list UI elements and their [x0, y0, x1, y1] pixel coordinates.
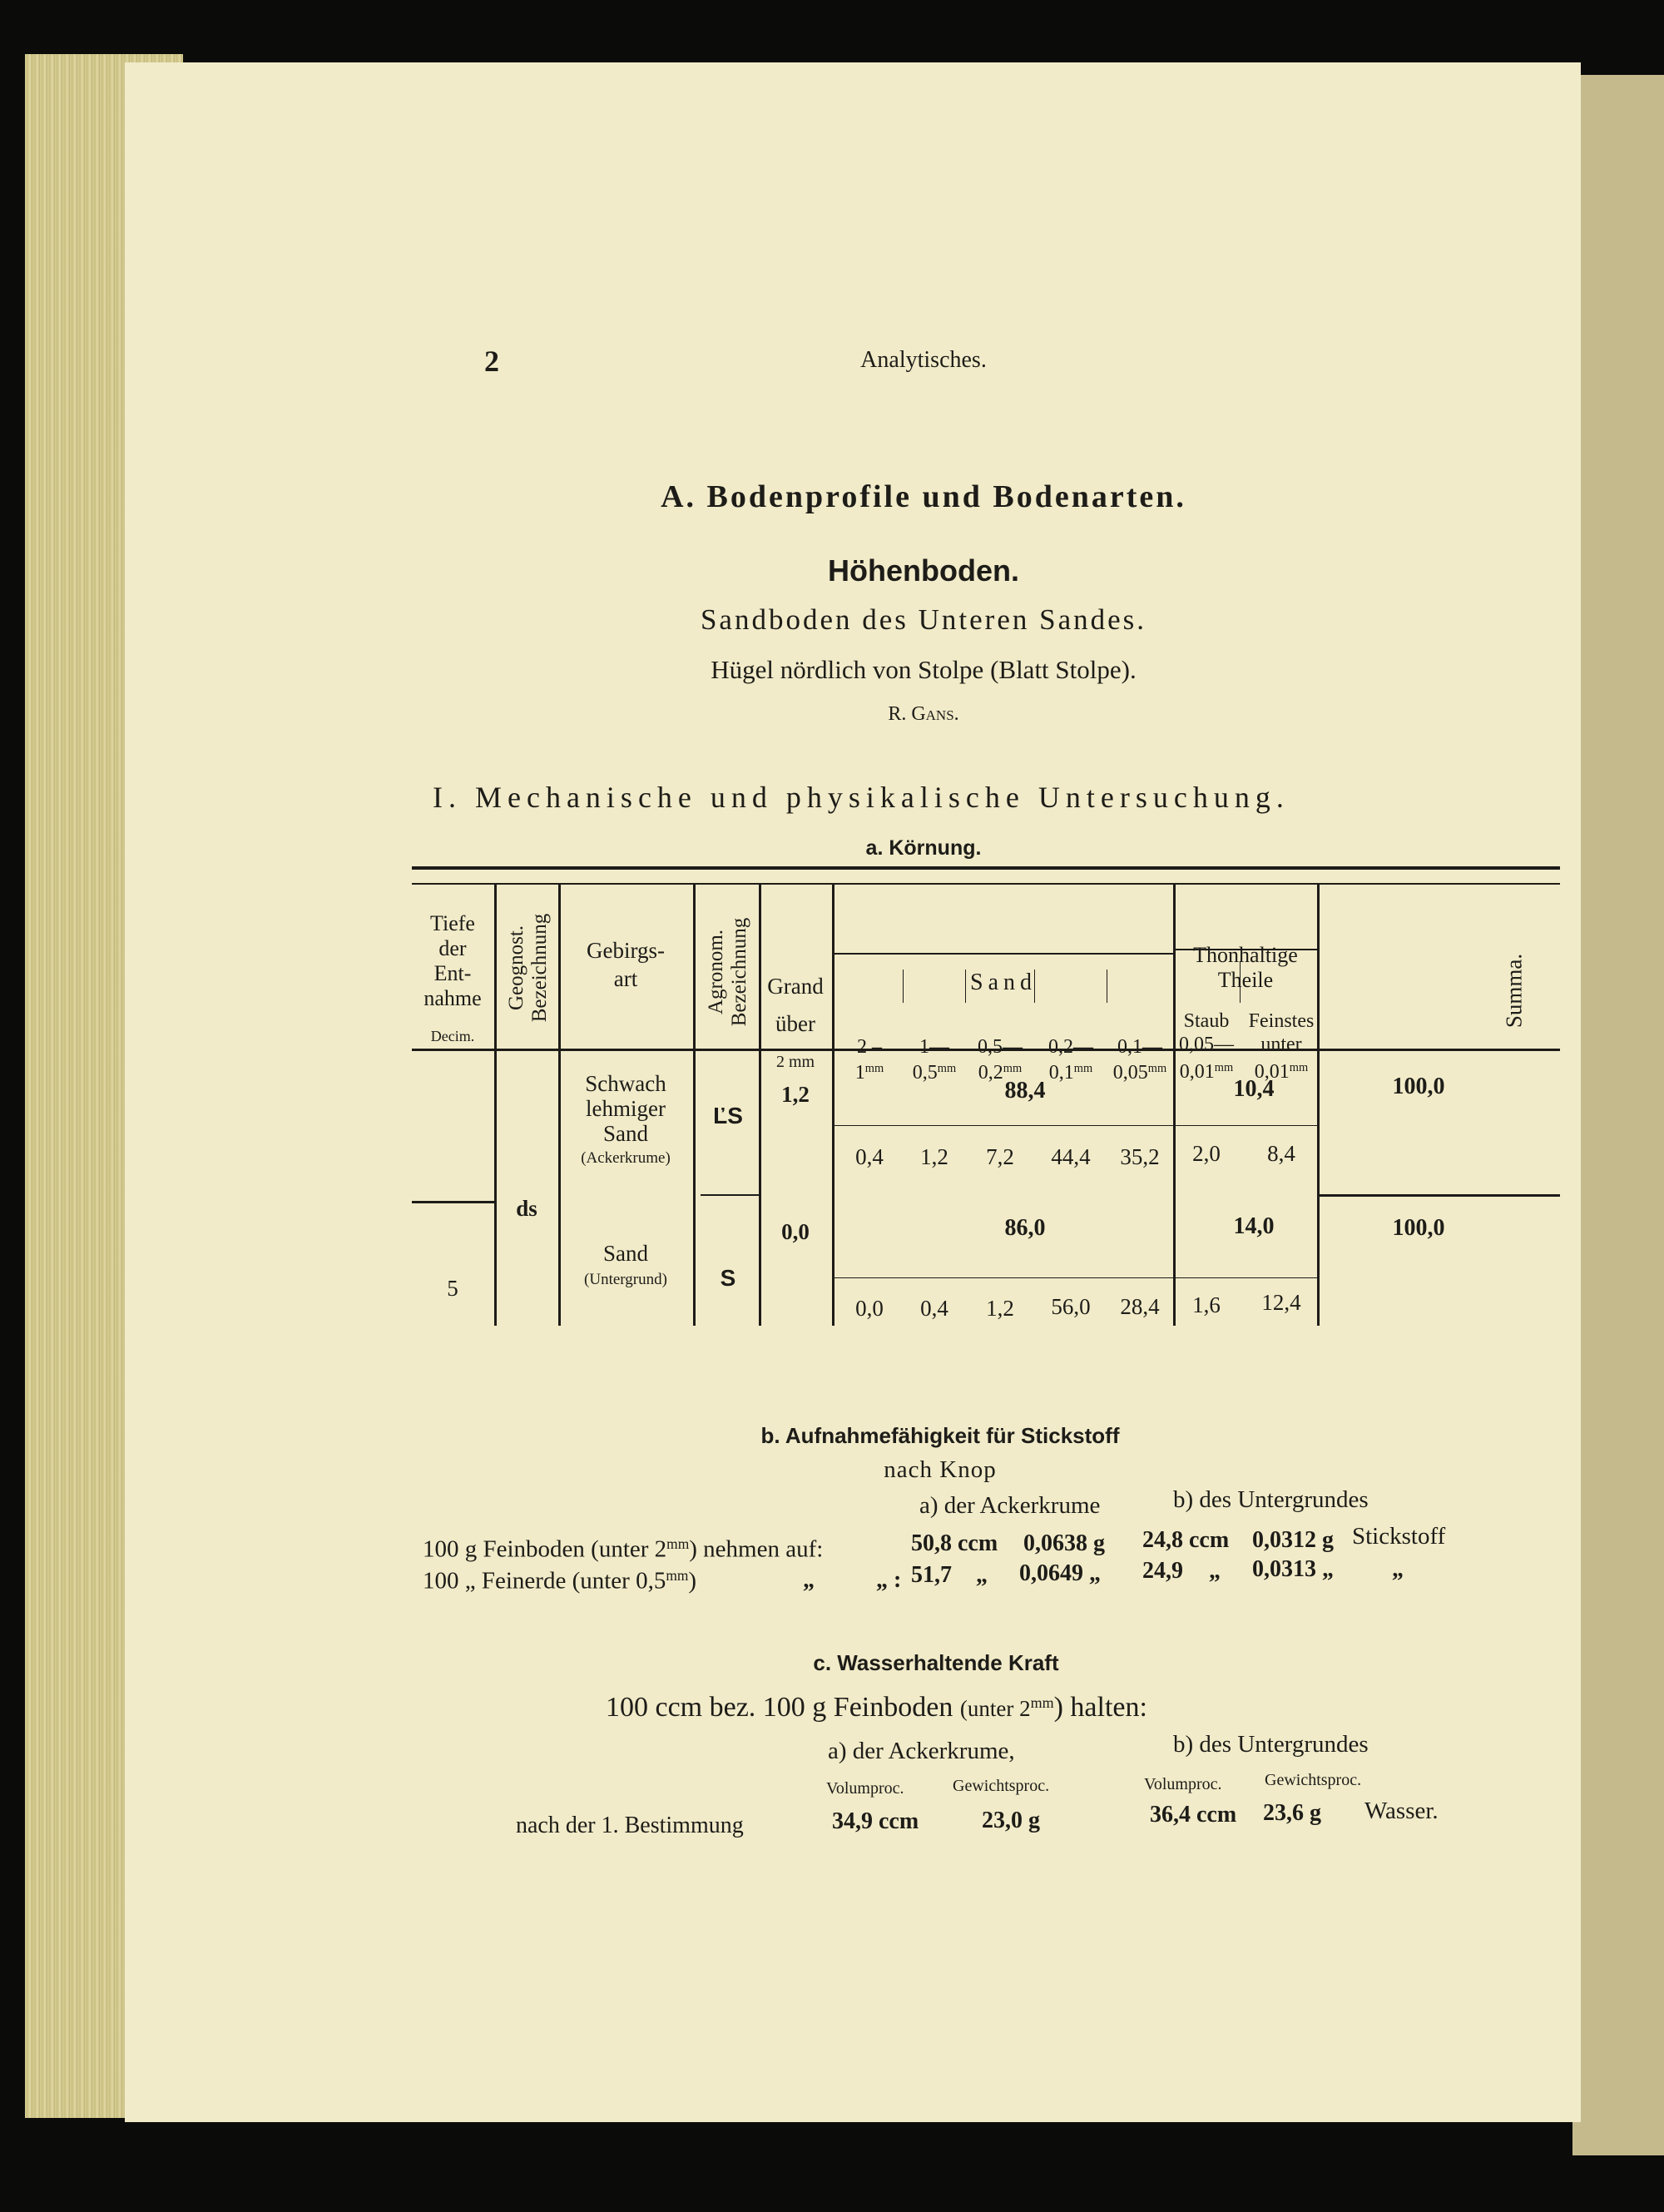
section-c-title: c. Wasserhaltende Kraft	[813, 1650, 1059, 1675]
section-c-a-gew: 23,0 g	[982, 1808, 1040, 1833]
header-grand-3: 2 mm	[775, 1053, 815, 1071]
section-b-col-b: b) des Untergrundes	[1173, 1486, 1369, 1513]
section-b-row1-label: 100 g Feinboden (unter $2^{mm}$) nehmen auf:	[423, 1535, 824, 1563]
section-b-row1-a-ccm: 50,8 ccm	[911, 1530, 998, 1556]
part-title: I. Mechanische und physikalische Untersuchung.	[433, 781, 1290, 814]
row2-grand: 0,0	[781, 1219, 810, 1244]
geognost-value: ds	[516, 1196, 537, 1221]
section-b-row2-a-g: 0,0649 „	[1019, 1560, 1101, 1586]
section-title: A. Bodenprofile und Bodenarten.	[661, 479, 1186, 514]
row2-sand-1: 0,0	[855, 1296, 884, 1321]
facing-page-edge	[1572, 75, 1664, 2155]
row1-subtotal-rule	[834, 1125, 1317, 1126]
header-grand-2: über	[775, 1011, 815, 1036]
row2-sand-5: 28,4	[1120, 1294, 1160, 1319]
section-c-b-vol: 36,4 ccm	[1150, 1802, 1237, 1828]
header-sand: Sand	[970, 970, 1037, 995]
row2-sand-4: 56,0	[1051, 1294, 1091, 1319]
section-b-row2-a-ccm: 51,7	[911, 1562, 952, 1588]
row1-sand-4: 44,4	[1051, 1144, 1091, 1169]
running-title: Analytisches.	[860, 347, 987, 373]
row2-subtotal-rule	[834, 1277, 1317, 1278]
header-grand-1: Grand	[767, 974, 824, 999]
table-top-rule	[412, 866, 1560, 870]
row-divider-tiefe	[412, 1201, 495, 1203]
section-b-row2-b-ccm: 24,9	[1142, 1558, 1183, 1584]
section-b-col-a: a) der Ackerkrume	[919, 1492, 1101, 1519]
row1-sand-1: 0,4	[855, 1144, 884, 1169]
sand-subheader-rule	[834, 953, 1173, 955]
row1-summa: 100,0	[1392, 1074, 1445, 1099]
row2-summa: 100,0	[1392, 1215, 1445, 1241]
row1-sand-5: 35,2	[1120, 1144, 1160, 1169]
section-b-row2-b-g: 0,0313 „	[1252, 1556, 1334, 1582]
header-agronom: Agronom. Bezeichnung	[705, 917, 750, 1027]
row2-tiefe: 5	[447, 1276, 458, 1301]
row1-sand-total: 88,4	[1004, 1078, 1046, 1104]
header-feinstes: Feinstes unter $0,01^{mm}$	[1248, 1010, 1315, 1083]
subsection-title: Höhenboden.	[828, 553, 1019, 588]
section-b-row2-ditto2: „ :	[876, 1567, 902, 1593]
row1-grand: 1,2	[781, 1082, 810, 1107]
col-line-4	[759, 885, 761, 1326]
section-c-row-label: nach der 1. Bestimmung	[516, 1813, 744, 1838]
book-page	[125, 62, 1581, 2122]
col-line-1	[494, 885, 497, 1326]
section-c-unit: Wasser.	[1364, 1798, 1439, 1824]
header-tiefe: Tiefe der Ent- nahme	[423, 911, 482, 1010]
header-gebirgsart: Gebirgs- art	[587, 938, 665, 991]
row2-agronom: S	[720, 1265, 736, 1291]
header-staub: Staub 0,05— $0,01^{mm}$	[1179, 1010, 1234, 1083]
row1-agronom: ĽS	[713, 1103, 743, 1128]
section-c-b-gew-header: Gewichtsproc.	[1265, 1771, 1362, 1789]
row1-staub: 2,0	[1192, 1141, 1221, 1166]
header-sand-col-1: 2 – $1^{mm}$	[854, 1036, 884, 1084]
header-sand-col-3: 0,5— $0,2^{mm}$	[978, 1036, 1023, 1084]
row2-thon-total: 14,0	[1233, 1213, 1275, 1239]
section-b-row2-ditto4: „	[1209, 1558, 1221, 1584]
page-number: 2	[484, 345, 499, 378]
section-b-title: b. Aufnahmefähigkeit für Stickstoff	[760, 1423, 1120, 1448]
section-c-a-gew-header: Gewichtsproc.	[953, 1777, 1050, 1795]
row1-feinstes: 8,4	[1267, 1141, 1295, 1166]
section-c-line: 100 ccm bez. 100 g Feinboden (unter $2^{mm}$) halten:	[606, 1692, 1147, 1723]
header-geognost: Geognost. Bezeichnung	[505, 913, 551, 1023]
author: R. Gans.	[888, 703, 959, 725]
header-sand-col-4: 0,2— $0,1^{mm}$	[1048, 1036, 1093, 1084]
section-b-subtitle: nach Knop	[884, 1456, 997, 1483]
row2-staub: 1,6	[1192, 1292, 1221, 1317]
section-c-a-vol-header: Volumproc.	[826, 1779, 904, 1798]
section-b-row1-unit: Stickstoff	[1352, 1523, 1446, 1550]
section-c-col-b: b) des Untergrundes	[1173, 1731, 1369, 1758]
header-decim: Decim.	[430, 1028, 475, 1044]
row1-gebirgsart: Schwach lehmiger Sand (Ackerkrume)	[581, 1071, 671, 1167]
table-top-rule-thin	[412, 883, 1560, 885]
section-b-row1-b-g: 0,0312 g	[1252, 1527, 1334, 1553]
col-line-6	[1173, 885, 1176, 1326]
row-divider-summa	[1319, 1194, 1560, 1197]
soil-title: Sandboden des Unteren Sandes.	[700, 603, 1147, 636]
section-b-row2-ditto3: „	[976, 1562, 988, 1588]
header-summa: Summa.	[1501, 953, 1527, 1029]
row2-sand-2: 0,4	[920, 1296, 948, 1321]
col-line-7	[1317, 885, 1320, 1326]
header-sand-col-5: 0,1— $0,05^{mm}$	[1112, 1036, 1167, 1084]
col-line-2	[558, 885, 561, 1326]
header-thon: Thonhaltige Theile	[1193, 943, 1298, 992]
section-b-row2-label: 100 „ Feinerde (unter $0,5^{mm}$)	[423, 1567, 697, 1595]
header-sand-col-2: 1— $0,5^{mm}$	[912, 1036, 957, 1084]
section-c-col-a: a) der Ackerkrume,	[828, 1738, 1015, 1764]
col-line-3	[693, 885, 696, 1326]
row2-sand-3: 1,2	[986, 1296, 1014, 1321]
section-c-a-vol: 34,9 ccm	[832, 1808, 919, 1834]
koernung-title: a. Körnung.	[865, 836, 982, 860]
row2-gebirgsart: Sand (Untergrund)	[584, 1241, 667, 1288]
col-line-5	[832, 885, 834, 1326]
section-b-row1-b-ccm: 24,8 ccm	[1142, 1527, 1230, 1553]
row1-sand-2: 1,2	[920, 1144, 948, 1169]
row2-sand-total: 86,0	[1004, 1215, 1046, 1241]
section-b-row1-a-g: 0,0638 g	[1023, 1530, 1105, 1556]
row2-feinstes: 12,4	[1261, 1290, 1301, 1315]
row-divider-agronom	[701, 1194, 759, 1196]
section-b-row2-ditto1: „	[803, 1567, 815, 1593]
section-c-b-gew: 23,6 g	[1263, 1800, 1321, 1826]
section-b-row2-ditto5: „	[1392, 1556, 1404, 1582]
location-title: Hügel nördlich von Stolpe (Blatt Stolpe).	[711, 655, 1137, 684]
section-c-b-vol-header: Volumproc.	[1144, 1775, 1222, 1793]
row1-sand-3: 7,2	[986, 1144, 1014, 1169]
row1-thon-total: 10,4	[1233, 1076, 1275, 1102]
